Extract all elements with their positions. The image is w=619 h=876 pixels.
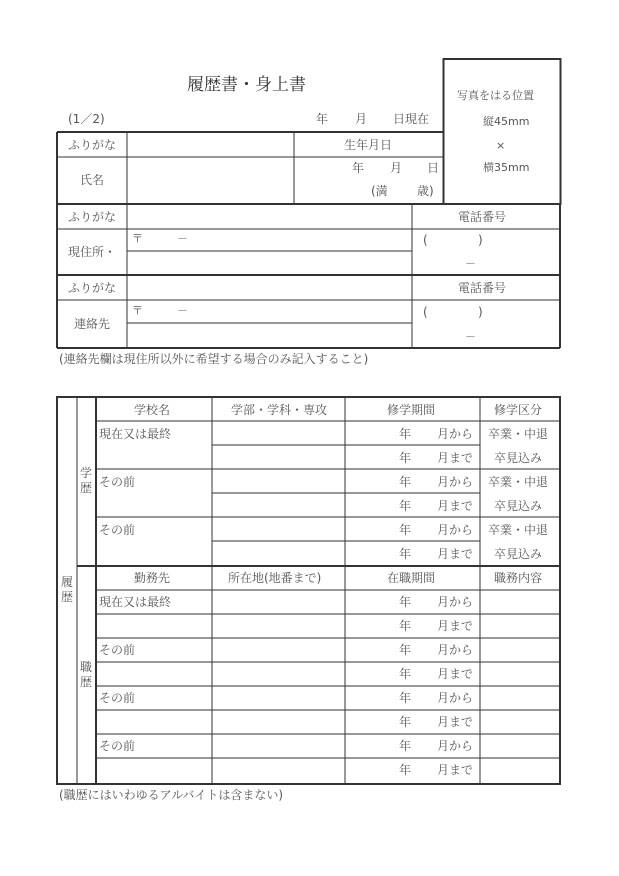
photo-width-spec: 横35mm [483, 161, 530, 174]
edu-row-1-department-field[interactable] [213, 422, 344, 468]
contact-phone-open: ( [423, 305, 428, 319]
edu-row-3-year-from: 年 [399, 523, 412, 537]
address-phone-close: ) [478, 233, 483, 247]
edu-row-3-month-from: 月から [437, 523, 474, 537]
current-address-field[interactable] [128, 230, 411, 274]
emp-row-4-year-to: 年 [399, 763, 412, 777]
emp-row-2-month-from: 月から [437, 643, 474, 657]
current-address-label: 現住所・ [68, 245, 117, 259]
emp-row-2-duties-field[interactable] [481, 639, 559, 685]
address-phone-header: 電話番号 [458, 210, 507, 224]
emp-row-1-month-from: 月から [437, 595, 474, 609]
emp-row-1-year-from: 年 [399, 595, 412, 609]
name-furigana-field[interactable] [128, 133, 293, 156]
edu-row-2-month-from: 月から [437, 475, 474, 489]
edu-row-3-department-field[interactable] [213, 518, 344, 565]
edu-row-3-year-to: 年 [399, 547, 412, 561]
photo-caption: 写真をはる位置 [457, 89, 534, 102]
address-postal-mark: 〒 [132, 232, 143, 245]
age-close-label: 歳) [417, 184, 434, 198]
edu-header-school: 学校名 [134, 403, 171, 417]
employment-label-2: 歴 [80, 675, 93, 689]
emp-row-4-duties-field[interactable] [481, 735, 559, 783]
page-title: 履歴書・身上書 [187, 75, 306, 95]
birthdate-field[interactable] [295, 158, 442, 203]
emp-row-3-duties-field[interactable] [481, 687, 559, 733]
edu-header-department: 学部・学科・専攻 [231, 403, 328, 417]
name-field[interactable] [128, 158, 293, 203]
contact-note: (連絡先欄は現住所以外に希望する場合のみ記入すること) [59, 352, 369, 366]
emp-row-4-employer-label: その前 [99, 739, 136, 753]
edu-row-2-status-2: 卒見込み [494, 499, 543, 513]
birthdate-header: 生年月日 [344, 138, 393, 152]
emp-row-2-location-field[interactable] [213, 639, 344, 685]
address-furigana-label: ふりがな [68, 210, 117, 224]
emp-row-3-year-from: 年 [399, 691, 412, 705]
emp-row-4-location-field[interactable] [213, 735, 344, 783]
edu-row-1-status-2: 卒見込み [494, 451, 543, 465]
edu-row-1-school-label: 現在又は最終 [99, 427, 172, 441]
edu-row-1-year-from: 年 [399, 427, 412, 441]
contact-phone-dash: － [465, 330, 476, 343]
emp-header-period: 在職期間 [387, 571, 436, 585]
emp-row-2-month-to: 月まで [437, 667, 474, 681]
emp-row-4-month-to: 月まで [437, 763, 474, 777]
edu-row-1-month-to: 月まで [437, 451, 474, 465]
edu-header-period: 修学期間 [387, 403, 436, 417]
name-label: 氏名 [80, 173, 105, 187]
age-open-label: (満 [371, 184, 388, 198]
education-label-1: 学 [80, 466, 93, 480]
photo-height-spec: 縦45mm [483, 115, 530, 128]
emp-row-2-year-to: 年 [399, 667, 412, 681]
emp-header-duties: 職務内容 [494, 571, 543, 585]
contact-phone-header: 電話番号 [458, 281, 507, 295]
date-current-label: 日現在 [393, 112, 430, 126]
contact-postal-mark: 〒 [132, 304, 143, 317]
emp-row-3-employer-label: その前 [99, 691, 136, 705]
edu-row-3-status-1: 卒業・中退 [488, 523, 549, 537]
edu-row-3-month-to: 月まで [437, 547, 474, 561]
emp-row-3-month-from: 月から [437, 691, 474, 705]
edu-row-1-month-from: 月から [437, 427, 474, 441]
emp-row-1-year-to: 年 [399, 619, 412, 633]
education-label-2: 歴 [80, 481, 93, 495]
address-phone-open: ( [423, 233, 428, 247]
emp-header-employer: 勤務先 [134, 571, 171, 585]
contact-phone-close: ) [478, 305, 483, 319]
contact-phone-field[interactable] [413, 301, 559, 347]
photo-times-mark: × [496, 139, 506, 152]
edu-row-2-year-from: 年 [399, 475, 412, 489]
edu-row-3-status-2: 卒見込み [494, 547, 543, 561]
edu-row-1-status-1: 卒業・中退 [488, 427, 549, 441]
address-phone-dash: － [465, 257, 476, 270]
birth-year-label: 年 [352, 161, 365, 175]
contact-address-field[interactable] [128, 301, 411, 347]
edu-row-3-school-label: その前 [99, 523, 136, 537]
edu-row-2-department-field[interactable] [213, 470, 344, 516]
emp-row-3-location-field[interactable] [213, 687, 344, 733]
emp-row-1-location-field[interactable] [213, 591, 344, 637]
name-furigana-label: ふりがな [68, 138, 117, 152]
emp-row-1-employer-label: 現在又は最終 [99, 595, 172, 609]
contact-postal-dash: － [177, 304, 188, 317]
edu-row-2-month-to: 月まで [437, 499, 474, 513]
emp-row-1-month-to: 月まで [437, 619, 474, 633]
date-year-label: 年 [316, 112, 329, 126]
employment-note: (職歴にはいわゆるアルバイトは含まない) [59, 788, 284, 802]
birth-month-label: 月 [390, 161, 403, 175]
contact-label: 連絡先 [74, 317, 111, 331]
edu-row-2-school-label: その前 [99, 475, 136, 489]
history-outer-label-2: 歴 [61, 590, 74, 604]
edu-row-2-year-to: 年 [399, 499, 412, 513]
emp-row-4-year-from: 年 [399, 739, 412, 753]
edu-header-status: 修学区分 [494, 403, 543, 417]
emp-row-4-month-from: 月から [437, 739, 474, 753]
page-indicator: (1／2) [68, 112, 105, 126]
emp-row-3-year-to: 年 [399, 715, 412, 729]
contact-furigana-field[interactable] [128, 276, 411, 299]
employment-label-1: 職 [80, 660, 93, 674]
emp-row-2-year-from: 年 [399, 643, 412, 657]
emp-row-2-employer-label: その前 [99, 643, 136, 657]
photo-box-border [444, 59, 561, 204]
contact-furigana-label: ふりがな [68, 281, 117, 295]
emp-header-location: 所在地(地番まで) [228, 571, 322, 585]
address-phone-field[interactable] [413, 230, 559, 274]
history-outer-label-1: 履 [61, 575, 74, 589]
emp-row-3-month-to: 月まで [437, 715, 474, 729]
address-postal-dash: － [177, 232, 188, 245]
birth-day-label: 日 [427, 161, 440, 175]
emp-row-1-duties-field[interactable] [481, 591, 559, 637]
date-month-label: 月 [355, 112, 368, 126]
address-furigana-field[interactable] [128, 205, 411, 228]
edu-row-2-status-1: 卒業・中退 [488, 475, 549, 489]
edu-row-1-year-to: 年 [399, 451, 412, 465]
